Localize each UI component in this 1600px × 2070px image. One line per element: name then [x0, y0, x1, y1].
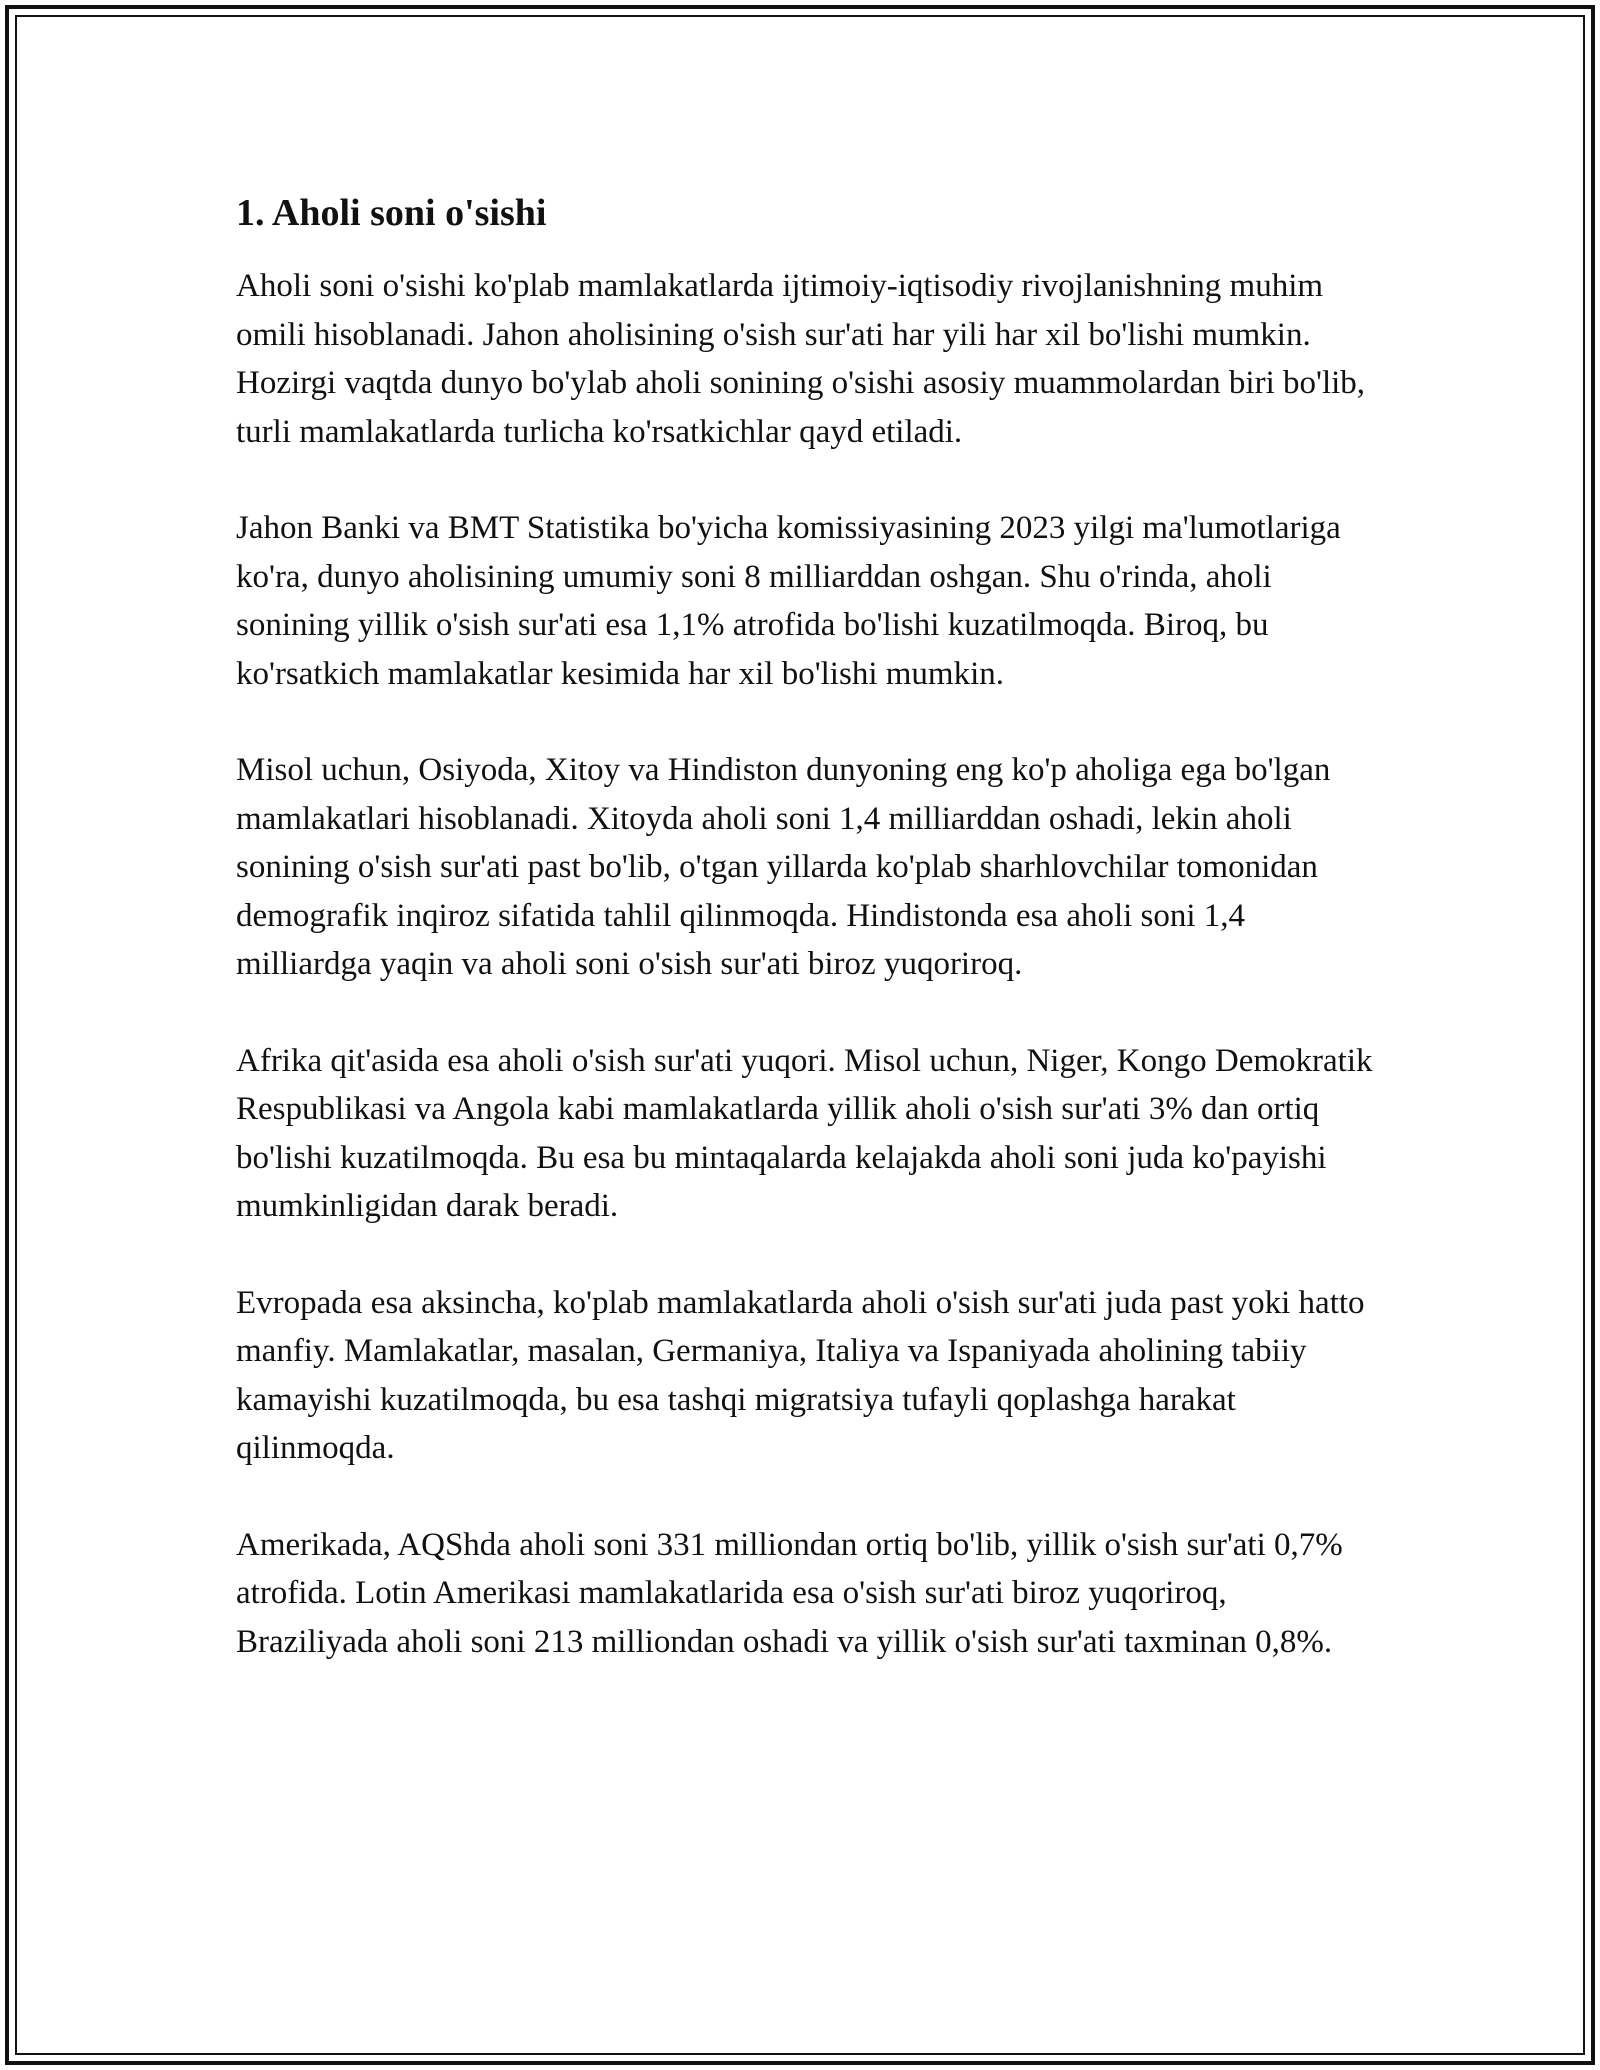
paragraph-6: Amerikada, AQShda aholi soni 331 milliondan ortiq bo'lib, yillik o'sish sur'ati 0,7% atrofida. Lotin Amerikasi mamlakatlarida esa o'sish sur'ati biroz yuqoriroq, Braziliyada aholi soni 213 milliondan oshadi va yillik o'sish sur'ati taxminan 0,8%.	[236, 1526, 1343, 1660]
paragraph-2: Jahon Banki va BMT Statistika bo'yicha komissiyasining 2023 yilgi ma'lumotlariga ko'ra, dunyo aholisining umumiy soni 8 milliarddan oshgan. Shu o'rinda, aholi sonining yillik o'sish sur'ati esa 1,1% atrofida bo'lishi kuzatilmoqda. Biroq, bu ko'rsatkich mamlakatlar kesimida har xil bo'lishi mumkin.	[236, 510, 1341, 692]
paragraph-1: Aholi soni o'sishi ko'plab mamlakatlarda ijtimoiy-iqtisodiy rivojlanishning muhim omili hisoblanadi. Jahon aholisining o'sish sur'ati har yili har xil bo'lishi mumkin. Hozirgi vaqtda dunyo bo'ylab aholi sonining o'sishi asosiy muammolardan biri bo'lib, turli mamlakatlarda turlicha ko'rsatkichlar qayd etiladi.	[236, 268, 1366, 450]
document-body	[236, 186, 1376, 1666]
paragraph-3: Misol uchun, Osiyoda, Xitoy va Hindiston dunyoning eng ko'p aholiga ega bo'lgan mamlakatlari hisoblanadi. Xitoyda aholi soni 1,4 milliarddan oshadi, lekin aholi sonining o'sish sur'ati past bo'lib, o'tgan yillarda ko'plab sharhlovchilar tomonidan demografik inqiroz sifatida tahlil qilinmoqda. Hindistonda esa aholi soni 1,4 milliardga yaqin va aholi soni o'sish sur'ati biroz yuqoriroq.	[236, 752, 1331, 982]
paragraph-4: Afrika qit'asida esa aholi o'sish sur'ati yuqori. Misol uchun, Niger, Kongo Demokratik Respublikasi va Angola kabi mamlakatlarda yillik aholi o'sish sur'ati 3% dan ortiq bo'lishi kuzatilmoqda. Bu esa bu mintaqalarda kelajakda aholi soni juda ko'payishi mumkinligidan darak beradi.	[236, 1042, 1373, 1224]
section-heading: 1. Aholi soni o'sishi	[236, 192, 547, 234]
paragraph-5: Evropada esa aksincha, ko'plab mamlakatlarda aholi o'sish sur'ati juda past yoki hatto manfiy. Mamlakatlar, masalan, Germaniya, Italiya va Ispaniyada aholining tabiiy kamayishi kuzatilmoqda, bu esa tashqi migratsiya tufayli qoplashga harakat qilinmoqda.	[236, 1284, 1365, 1466]
